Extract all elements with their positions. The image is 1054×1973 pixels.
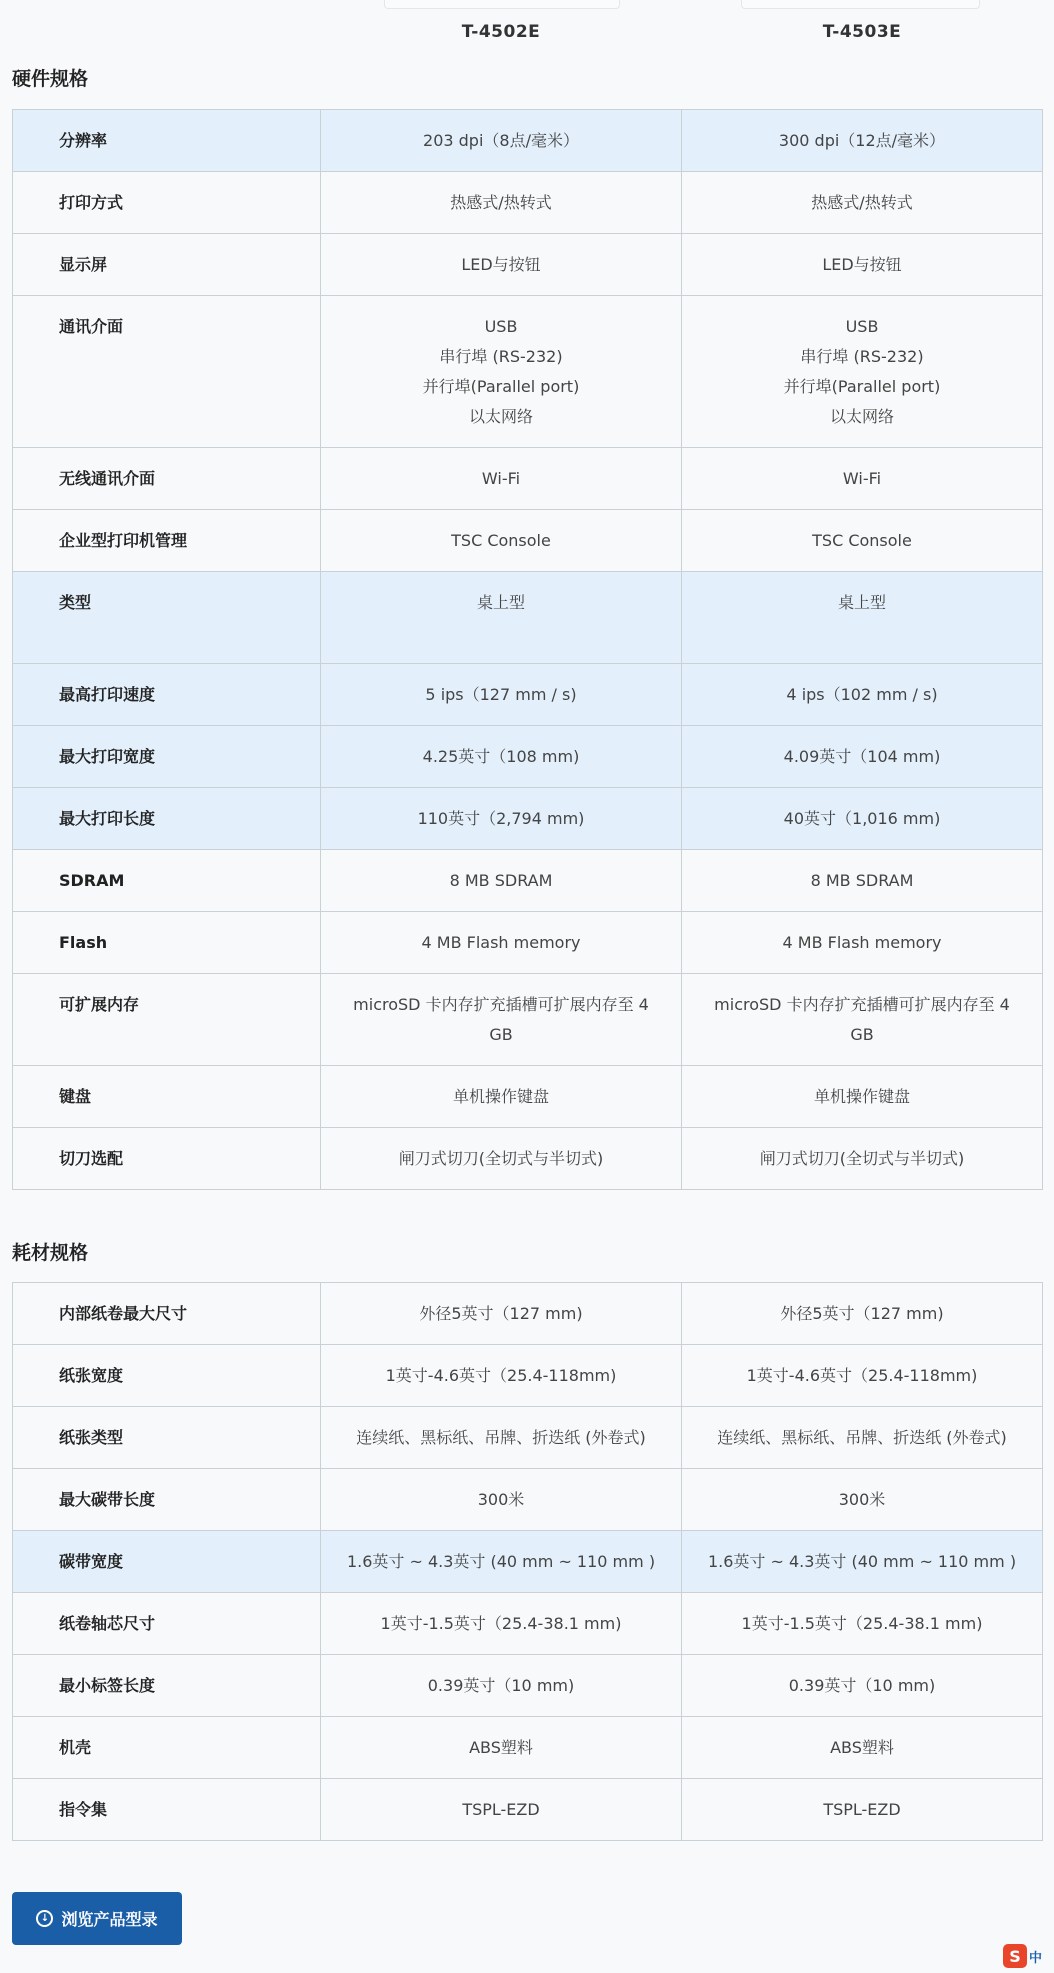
spec-value-line: 5 ips（127 mm / s) xyxy=(425,685,577,704)
spec-value-line: microSD 卡内存扩充插槽可扩展内存至 4 xyxy=(714,995,1010,1014)
spec-value-line: TSPL-EZD xyxy=(823,1800,901,1819)
spec-row xyxy=(13,1066,1043,1128)
spec-row xyxy=(13,296,1043,448)
ime-mode-label: 中 xyxy=(1029,1950,1043,1966)
spec-value-model-2 xyxy=(682,664,1043,726)
spec-value-line: ABS塑料 xyxy=(830,1738,894,1757)
spec-value-line: TSC Console xyxy=(451,531,551,550)
spec-label: 企业型打印机管理 xyxy=(13,510,321,572)
spec-label: 类型 xyxy=(13,572,321,664)
spec-value-model-1 xyxy=(321,510,682,572)
spec-value-line: 300米 xyxy=(477,1490,525,1509)
spec-value-line: 连续纸、黑标纸、吊牌、折迭纸 (外卷式) xyxy=(356,1428,646,1447)
spec-value-model-2 xyxy=(682,448,1043,510)
spec-value-line: 4 MB Flash memory xyxy=(421,933,581,952)
spec-value-model-1 xyxy=(321,1283,682,1345)
spec-value-model-2 xyxy=(682,1128,1043,1190)
spec-label: 最小标签长度 xyxy=(13,1655,321,1717)
spec-label: 纸张宽度 xyxy=(13,1345,321,1407)
spec-value-model-1 xyxy=(321,850,682,912)
spec-value-model-2 xyxy=(682,850,1043,912)
spec-value-line: 300米 xyxy=(838,1490,886,1509)
spec-row xyxy=(13,1283,1043,1345)
spec-value-line: 桌上型 xyxy=(837,593,886,612)
spec-label: 键盘 xyxy=(13,1066,321,1128)
spec-value-model-2 xyxy=(682,296,1043,448)
spec-value-model-1 xyxy=(321,448,682,510)
spec-value-line: 4.09英寸（104 mm) xyxy=(783,747,941,766)
spec-row xyxy=(13,172,1043,234)
model-tab-2[interactable] xyxy=(741,0,980,9)
spec-label: 分辨率 xyxy=(13,110,321,172)
spec-value-line: 闸刀式切刀(全切式与半切式) xyxy=(398,1149,604,1168)
spec-value-line: TSPL-EZD xyxy=(462,1800,540,1819)
spec-value-model-2 xyxy=(682,1469,1043,1531)
spec-value-model-1 xyxy=(321,1469,682,1531)
hardware-spec-table xyxy=(12,109,1043,1190)
spec-value-line: 热感式/热转式 xyxy=(450,193,552,212)
spec-label: 内部纸卷最大尺寸 xyxy=(13,1283,321,1345)
spec-value-model-1 xyxy=(321,664,682,726)
spec-value-line: 0.39英寸（10 mm) xyxy=(788,1676,936,1695)
consumables-section-title: 耗材规格 xyxy=(12,1242,89,1264)
spec-value-model-2 xyxy=(682,1066,1043,1128)
spec-value-line: 0.39英寸（10 mm) xyxy=(427,1676,575,1695)
spec-value-model-1 xyxy=(321,788,682,850)
spec-value-line: 串行埠 (RS-232) xyxy=(800,347,924,366)
spec-value-model-1 xyxy=(321,296,682,448)
spec-value-line: 外径5英寸（127 mm) xyxy=(419,1304,583,1323)
spec-row xyxy=(13,664,1043,726)
spec-value-line: 4.25英寸（108 mm) xyxy=(422,747,580,766)
spec-value-model-1 xyxy=(321,1593,682,1655)
spec-row xyxy=(13,1531,1043,1593)
spec-value-line: USB xyxy=(484,317,518,336)
model-tab-1[interactable] xyxy=(384,0,620,9)
spec-value-model-2 xyxy=(682,1407,1043,1469)
spec-value-model-2 xyxy=(682,1531,1043,1593)
spec-row xyxy=(13,912,1043,974)
spec-row xyxy=(13,448,1043,510)
spec-label: 纸张类型 xyxy=(13,1407,321,1469)
spec-value-model-1 xyxy=(321,1655,682,1717)
download-circle-icon: ↓ xyxy=(36,1910,53,1927)
spec-row xyxy=(13,234,1043,296)
spec-label: 碳带宽度 xyxy=(13,1531,321,1593)
spec-label: 最大碳带长度 xyxy=(13,1469,321,1531)
spec-label: 无线通讯介面 xyxy=(13,448,321,510)
spec-value-line: 单机操作键盘 xyxy=(452,1087,549,1106)
spec-value-line: Wi-Fi xyxy=(842,469,882,488)
spec-value-line: 以太网络 xyxy=(468,407,533,426)
spec-row xyxy=(13,1345,1043,1407)
spec-value-model-2 xyxy=(682,1717,1043,1779)
spec-value-line: 300 dpi（12点/毫米） xyxy=(778,131,946,150)
spec-value-line: Wi-Fi xyxy=(481,469,521,488)
spec-label: 指令集 xyxy=(13,1779,321,1841)
spec-value-line: ABS塑料 xyxy=(469,1738,533,1757)
spec-value-line: 1.6英寸 ~ 4.3英寸 (40 mm ~ 110 mm ) xyxy=(707,1552,1017,1571)
spec-value-line: TSC Console xyxy=(812,531,912,550)
spec-value-line: 以太网络 xyxy=(829,407,894,426)
spec-value-model-2 xyxy=(682,974,1043,1066)
spec-value-model-2 xyxy=(682,110,1043,172)
spec-label: 最高打印速度 xyxy=(13,664,321,726)
spec-value-line: USB xyxy=(845,317,879,336)
spec-value-line: GB xyxy=(850,1025,874,1044)
spec-row xyxy=(13,510,1043,572)
spec-row xyxy=(13,974,1043,1066)
spec-value-model-1 xyxy=(321,234,682,296)
spec-value-line: 1英寸-1.5英寸（25.4-38.1 mm) xyxy=(741,1614,983,1633)
spec-row xyxy=(13,110,1043,172)
spec-value-line: 并行埠(Parallel port) xyxy=(783,377,941,396)
spec-value-line: 连续纸、黑标纸、吊牌、折迭纸 (外卷式) xyxy=(717,1428,1007,1447)
spec-value-line: 4 ips（102 mm / s) xyxy=(786,685,938,704)
spec-label: 打印方式 xyxy=(13,172,321,234)
spec-value-model-2 xyxy=(682,1779,1043,1841)
spec-label: 可扩展内存 xyxy=(13,974,321,1066)
spec-value-model-2 xyxy=(682,234,1043,296)
spec-value-line: GB xyxy=(489,1025,513,1044)
spec-value-line: 8 MB SDRAM xyxy=(810,871,914,890)
model-name-1: T-4502E xyxy=(461,22,541,42)
spec-value-model-2 xyxy=(682,1283,1043,1345)
spec-value-line: 110英寸（2,794 mm) xyxy=(417,809,585,828)
spec-row xyxy=(13,726,1043,788)
spec-row xyxy=(13,1407,1043,1469)
spec-label: 显示屏 xyxy=(13,234,321,296)
spec-value-model-1 xyxy=(321,110,682,172)
spec-value-model-2 xyxy=(682,1655,1043,1717)
spec-value-model-2 xyxy=(682,726,1043,788)
spec-value-model-1 xyxy=(321,1407,682,1469)
spec-value-line: microSD 卡内存扩充插槽可扩展内存至 4 xyxy=(353,995,649,1014)
spec-label: 最大打印长度 xyxy=(13,788,321,850)
spec-label: 最大打印宽度 xyxy=(13,726,321,788)
spec-value-model-1 xyxy=(321,974,682,1066)
spec-row xyxy=(13,788,1043,850)
spec-value-model-1 xyxy=(321,1779,682,1841)
spec-value-model-1 xyxy=(321,1531,682,1593)
spec-label: 切刀选配 xyxy=(13,1128,321,1190)
model-name-2: T-4503E xyxy=(822,22,902,42)
spec-value-model-1 xyxy=(321,1128,682,1190)
spec-value-line: 203 dpi（8点/毫米） xyxy=(423,131,579,150)
spec-value-model-2 xyxy=(682,510,1043,572)
spec-label: SDRAM xyxy=(13,850,321,912)
spec-value-line: 8 MB SDRAM xyxy=(449,871,553,890)
spec-value-model-1 xyxy=(321,912,682,974)
spec-value-line: 1英寸-4.6英寸（25.4-118mm) xyxy=(385,1366,617,1385)
spec-row xyxy=(13,1469,1043,1531)
spec-row xyxy=(13,1779,1043,1841)
browse-catalog-label: 浏览产品型录 xyxy=(61,1910,158,1929)
spec-label: 通讯介面 xyxy=(13,296,321,448)
spec-value-line: 闸刀式切刀(全切式与半切式) xyxy=(759,1149,965,1168)
spec-value-line: 热感式/热转式 xyxy=(811,193,913,212)
spec-label: 纸卷轴芯尺寸 xyxy=(13,1593,321,1655)
spec-value-model-2 xyxy=(682,788,1043,850)
sogou-logo-icon: S xyxy=(1003,1944,1027,1968)
browse-catalog-button[interactable] xyxy=(12,1892,182,1945)
spec-value-line: 4 MB Flash memory xyxy=(782,933,942,952)
spec-value-line: LED与按钮 xyxy=(461,255,541,274)
spec-value-line: 外径5英寸（127 mm) xyxy=(780,1304,944,1323)
spec-label: Flash xyxy=(13,912,321,974)
spec-value-model-1 xyxy=(321,1066,682,1128)
spec-row xyxy=(13,1593,1043,1655)
spec-value-line: 串行埠 (RS-232) xyxy=(439,347,563,366)
spec-value-model-2 xyxy=(682,172,1043,234)
spec-value-model-1 xyxy=(321,726,682,788)
spec-value-model-1 xyxy=(321,1345,682,1407)
spec-row xyxy=(13,1655,1043,1717)
spec-value-line: 1英寸-4.6英寸（25.4-118mm) xyxy=(746,1366,978,1385)
spec-row xyxy=(13,1717,1043,1779)
spec-value-line: 40英寸（1,016 mm) xyxy=(783,809,941,828)
consumables-spec-table xyxy=(12,1282,1043,1841)
spec-row xyxy=(13,850,1043,912)
spec-value-model-1 xyxy=(321,1717,682,1779)
spec-value-line: 1.6英寸 ~ 4.3英寸 (40 mm ~ 110 mm ) xyxy=(346,1552,656,1571)
spec-value-model-1 xyxy=(321,572,682,664)
spec-value-line: 1英寸-1.5英寸（25.4-38.1 mm) xyxy=(380,1614,622,1633)
spec-value-line: 桌上型 xyxy=(476,593,525,612)
spec-value-line: 单机操作键盘 xyxy=(813,1087,910,1106)
spec-value-line: 并行埠(Parallel port) xyxy=(422,377,580,396)
spec-row xyxy=(13,572,1043,664)
spec-value-model-2 xyxy=(682,912,1043,974)
spec-value-model-2 xyxy=(682,1593,1043,1655)
spec-label: 机壳 xyxy=(13,1717,321,1779)
hardware-section-title: 硬件规格 xyxy=(12,68,89,90)
ime-indicator[interactable] xyxy=(1003,1944,1042,1968)
spec-value-model-1 xyxy=(321,172,682,234)
spec-row xyxy=(13,1128,1043,1190)
spec-value-line: LED与按钮 xyxy=(822,255,902,274)
spec-value-model-2 xyxy=(682,572,1043,664)
spec-value-model-2 xyxy=(682,1345,1043,1407)
